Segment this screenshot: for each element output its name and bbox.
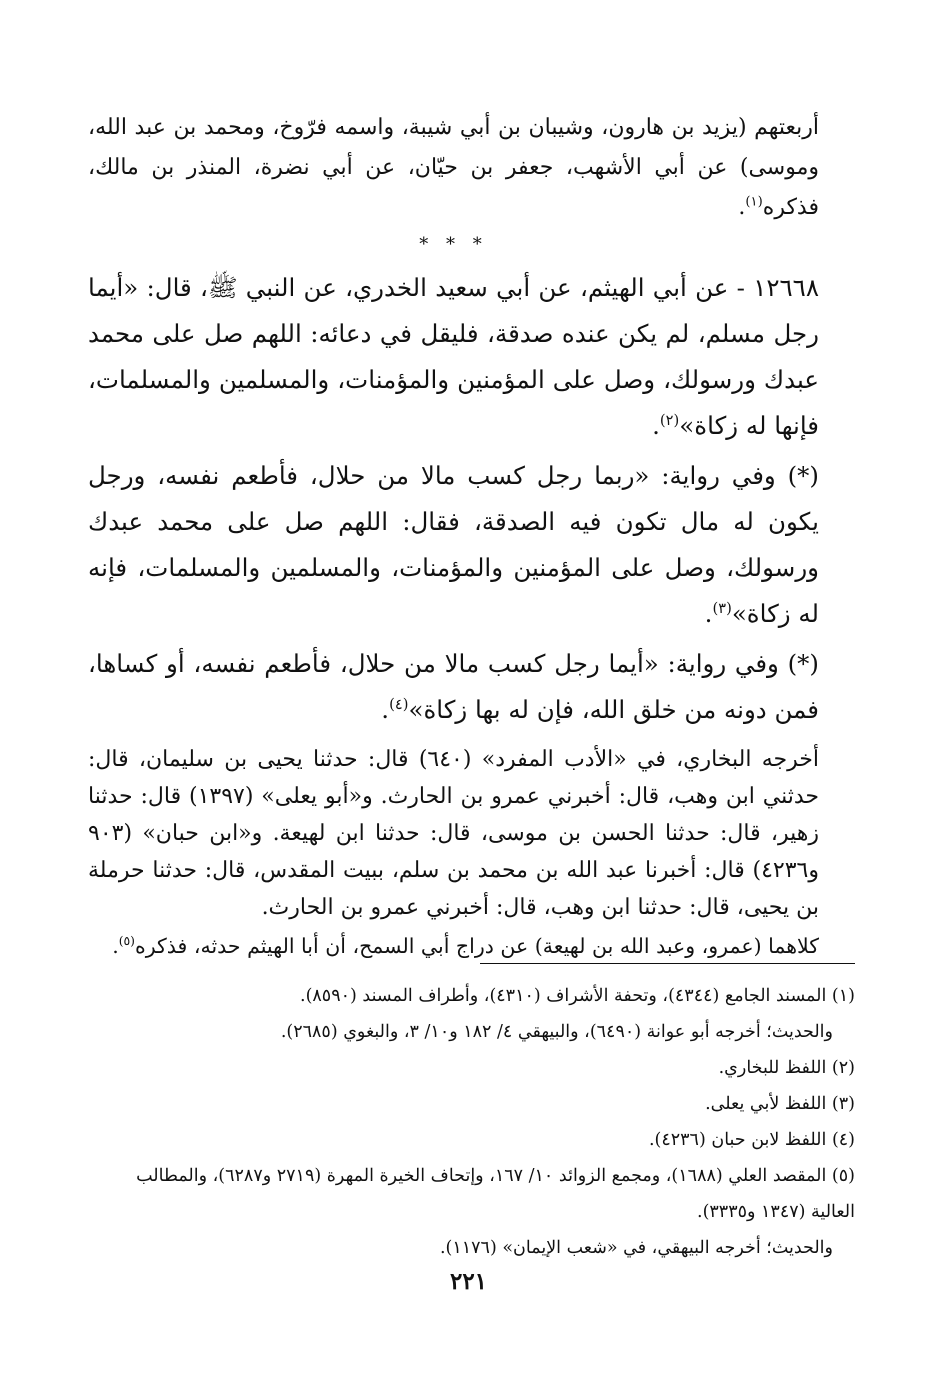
footnote-ref-1: (١): [745, 194, 763, 210]
closing-line: كلاهما (عمرو، وعبد الله بن لهيعة) عن دراج أبي السمح، أن أبا الهيثم حدثه، فذكره$^{(٥)}$.: [112, 934, 819, 958]
footnote-divider: [480, 963, 855, 964]
intro-paragraph: أربعتهم (يزيد بن هارون، وشيبان بن أبي شيبة، واسمه فرّوخ، ومحمد بن عبد الله، وموسى) عن أبي الأشهب، جعفر بن حيّان، عن أبي نضرة، المنذر بن مالك، فذكره$^{(١)}$.: [88, 115, 819, 220]
footnote-5: (٥) المقصد العلي (١٦٨٨)، ومجمع الزوائد ١٠/ ١٦٧، وإتحاف الخيرة المهرة (٢٧١٩ و٦٢٨٧)، والمطالب العالية (١٣٤٧ و٣٣٣٥).: [136, 1166, 855, 1222]
page-number: ٢٢١: [449, 1268, 488, 1295]
footnote-3: (٣) اللفظ لأبي يعلى.: [705, 1094, 855, 1114]
footnote-4: (٤) اللفظ لابن حبان (٤٢٣٦).: [648, 1130, 855, 1150]
footnote-ref-3: (٣): [712, 599, 732, 617]
footnote-1: (١) المسند الجامع (٤٣٤٤)، وتحفة الأشراف (٤٣١٠)، وأطراف المسند (٨٥٩٠).: [300, 986, 855, 1006]
footnote-ref-5: (٥): [118, 934, 135, 949]
takhrij-paragraph: أخرجه البخاري، في «الأدب المفرد» (٦٤٠) قال: حدثنا يحيى بن سليمان، قال: حدثني ابن وهب، قال: أخبرني عمرو بن الحارث. و«أبو يعلى» (١٣٩٧) قال: حدثنا زهير، قال: حدثنا الحسن بن موسى، قال: حدثنا ابن لهيعة. و«ابن حبان» (٩٠٣ و٤٢٣٦) قال: أخبرنا عبد الله بن محمد بن سلم، ببيت المقدس، قال: حدثنا حرملة بن يحيى، قال: حدثنا ابن وهب، قال: أخبرني عمرو بن الحارث.: [88, 747, 820, 920]
footnote-5-continuation: والحديث؛ أخرجه البيهقي، في «شعب الإيمان» (١١٧٦).: [439, 1238, 833, 1258]
hadith-number: ١٢٦٦٨ -: [736, 273, 819, 302]
riwaya-text: (*) وفي رواية: «أيما رجل كسب مالا من حلال، فأطعم نفسه، أو كساها، فمن دونه من خلق الله، فإن له بها زكاة»: [88, 649, 819, 724]
hadith-matn: «أيما رجل مسلم، لم يكن عنده صدقة، فليقل في دعائه: اللهم صل على محمد عبدك ورسولك، وصل على المؤمنين والمؤمنات، والمسلمين والمسلمات، فإنها له زكاة»: [88, 273, 819, 440]
footnote-1-continuation: والحديث؛ أخرجه أبو عوانة (٦٤٩٠)، والبيهقي ٤/ ١٨٢ و١٠/ ٣، والبغوي (٢٦٨٥).: [280, 1022, 833, 1042]
riwaya-paragraph-1: (*) وفي رواية: «ربما رجل كسب مالا من حلال، فأطعم نفسه، ورجل يكون له مال تكون فيه الصدقة، فقال: اللهم صل على محمد عبدك ورسولك، وصل على المؤمنين والمؤمنات، والمسلمين والمسلمات، فإنه له زكاة»$^{(٣)}$.: [88, 461, 819, 628]
footnote-ref-4: (٤): [389, 695, 409, 713]
hadith-isnad: عن أبي الهيثم، عن أبي سعيد الخدري، عن النبي ﷺ، قال:: [146, 273, 729, 302]
footnotes-section: [88, 978, 855, 1266]
riwaya-paragraph-2: (*) وفي رواية: «أيما رجل كسب مالا من حلال، فأطعم نفسه، أو كساها، فمن دونه من خلق الله، فإن له بها زكاة»$^{(٤)}$.: [88, 649, 819, 724]
riwaya-text: (*) وفي رواية: «ربما رجل كسب مالا من حلال، فأطعم نفسه، ورجل يكون له مال تكون فيه الصدقة، فقال: اللهم صل على محمد عبدك ورسولك، وصل على المؤمنين والمؤمنات، والمسلمين والمسلمات، فإنه له زكاة»: [88, 461, 819, 628]
section-separator: * * *: [419, 234, 488, 255]
footnote-2: (٢) اللفظ للبخاري.: [718, 1058, 855, 1078]
intro-text: أربعتهم (يزيد بن هارون، وشيبان بن أبي شيبة، واسمه فرّوخ، ومحمد بن عبد الله، وموسى) عن أبي الأشهب، جعفر بن حيّان، عن أبي نضرة، المنذر بن مالك، فذكره: [88, 115, 819, 220]
closing-text: كلاهما (عمرو، وعبد الله بن لهيعة) عن دراج أبي السمح، أن أبا الهيثم حدثه، فذكره: [134, 934, 819, 958]
hadith-paragraph: ١٢٦٦٨ - عن أبي الهيثم، عن أبي سعيد الخدري، عن النبي ﷺ، قال: «أيما رجل مسلم، لم يكن عنده صدقة، فليقل في دعائه: اللهم صل على محمد عبدك ورسولك، وصل على المؤمنين والمؤمنات، والمسلمين والمسلمات، فإنها له زكاة»$^{(٢)}$.: [88, 273, 819, 440]
footnote-ref-2: (٢): [659, 411, 680, 429]
